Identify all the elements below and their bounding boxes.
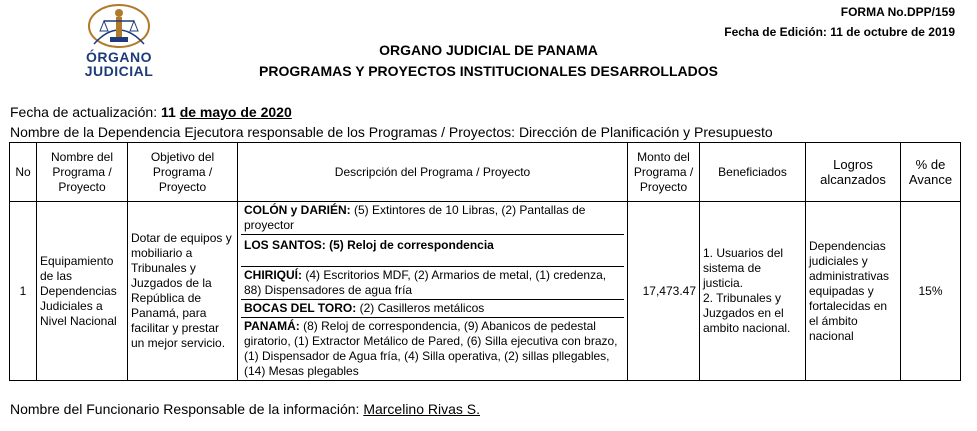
update-date-rest: de mayo de 2020 xyxy=(179,104,292,120)
cell-avance: 15% xyxy=(901,202,961,381)
logo-text-judicial: JUDICIAL xyxy=(84,63,154,79)
header-descripcion: Descripción del Programa / Proyecto xyxy=(238,143,628,202)
desc-segment-chiriqui: CHIRIQUÍ: (4) Escritorios MDF, (2) Armarios de metal, (1) credenza, 88) Dispensadores de agua fría xyxy=(241,267,624,300)
page-subtitle: PROGRAMAS Y PROYECTOS INSTITUCIONALES DESARROLLADOS xyxy=(259,63,718,79)
edition-date-value: 11 de octubre de 2019 xyxy=(830,25,955,39)
table-header-row xyxy=(10,143,961,202)
header-nombre: Nombre del Programa / Proyecto xyxy=(37,143,128,202)
cell-descripcion xyxy=(238,202,628,381)
header-no: No xyxy=(10,143,37,202)
desc-segment-panama: PANAMÁ: (8) Reloj de correspondencia, (9) Abanicos de pedestal giratorio, (1) Extractor Metálico de Pared, (6) Silla ejecutiva con brazo, (1) Dispensador de Agua fría, (4) Silla operativa, (2) sillas pllegables, (14) Mesas plegables xyxy=(244,319,618,378)
programs-table xyxy=(9,142,961,381)
logo-text-organo: ÓRGANO xyxy=(86,49,152,65)
header-beneficiados: Beneficiados xyxy=(700,143,806,202)
update-date-line xyxy=(10,104,292,120)
desc-segment-colon-darien: COLÓN y DARIÉN: (5) Extintores de 10 Libras, (2) Pantallas de proyector xyxy=(241,202,624,235)
header-objetivo: Objetivo del Programa / Proyecto xyxy=(128,143,238,202)
update-date-day: 11 xyxy=(160,104,176,120)
edition-date-label: Fecha de Edición: xyxy=(724,25,827,39)
header-avance: % de Avance xyxy=(901,143,961,202)
cell-monto: 17,473.47 xyxy=(628,202,700,381)
update-date-label: Fecha de actualización: xyxy=(10,104,158,120)
header-monto: Monto del Programa / Proyecto xyxy=(628,143,700,202)
form-number: FORMA No.DPP/159 xyxy=(840,5,955,19)
cell-no: 1 xyxy=(10,202,37,381)
desc-segment-bocas-del-toro: BOCAS DEL TORO: (2) Casilleros metálicos xyxy=(241,300,624,318)
cell-nombre: Equipamiento de las Dependencias Judiciales a Nivel Nacional xyxy=(37,202,128,381)
page-title: ORGANO JUDICIAL DE PANAMA xyxy=(379,42,598,58)
cell-beneficiados: 1. Usuarios del sistema de justicia. 2. Tribunales y Juzgados en el ambito nacional. xyxy=(700,202,806,381)
header-logros: Logros alcanzados xyxy=(806,143,901,202)
table-row xyxy=(10,202,961,381)
responsible-label: Nombre del Funcionario Responsable de la información: xyxy=(10,401,360,417)
responsible-name: Marcelino Rivas S. xyxy=(363,401,481,417)
cell-logros: Dependencias judiciales y administrativas equipadas y fortalecidas en el ámbito nacional xyxy=(806,202,901,381)
dependency-line: Nombre de la Dependencia Ejecutora responsable de los Programas / Proyectos: Dirección de Planificación y Presupuesto xyxy=(10,124,773,140)
desc-segment-los-santos: LOS SANTOS: (5) Reloj de correspondencia xyxy=(241,235,624,267)
edition-date xyxy=(724,25,955,39)
responsible-official-line xyxy=(10,401,480,417)
cell-objetivo: Dotar de equipos y mobiliario a Tribunales y Juzgados de la República de Panamá, para facilitar y prestar un mejor servicio. xyxy=(128,202,238,381)
